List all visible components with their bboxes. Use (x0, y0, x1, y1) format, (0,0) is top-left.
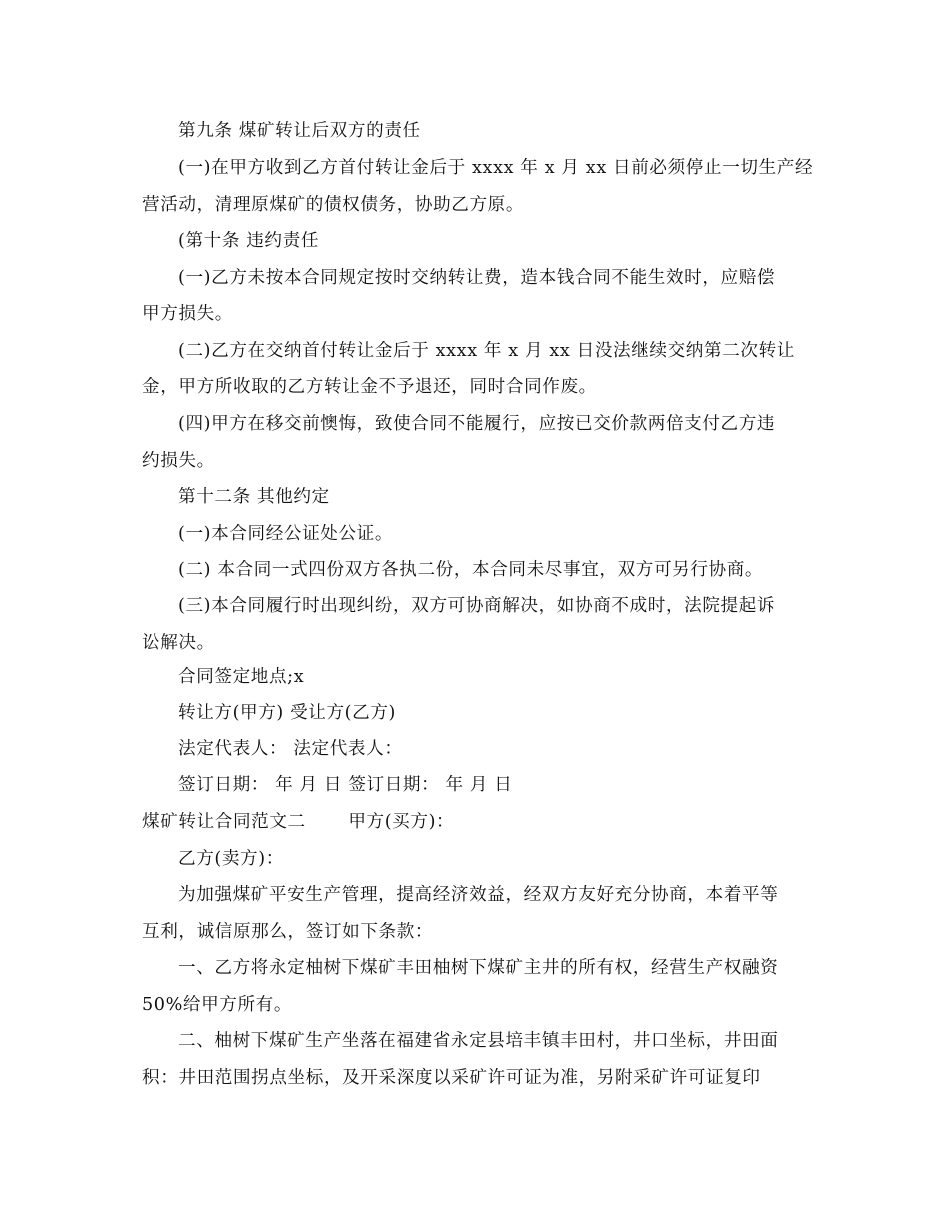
paragraph-line: 营活动，清理原煤矿的债权债务，协助乙方原。 (142, 195, 525, 215)
template-two-heading: 煤矿转让合同范文二 甲方(买方)： (142, 812, 455, 832)
paragraph-line: (一)在甲方收到乙方首付转让金后于 xxxx 年 x 月 xx 日前必须停止一切生产经 (178, 158, 814, 178)
paragraph-line: (三)本合同履行时出现纠纷，双方可协商解决，如协商不成时，法院提起诉 (178, 596, 776, 616)
paragraph-line: (一)乙方未按本合同规定按时交纳转让费，造本钱合同不能生效时，应赔偿 (178, 268, 776, 288)
paragraph-line: 甲方损失。 (142, 304, 233, 324)
article-9-heading: 第九条 煤矿转让后双方的责任 (178, 121, 421, 141)
paragraph-line: (二)乙方在交纳首付转让金后于 xxxx 年 x 月 xx 日没法继续交纳第二次转让 (178, 341, 795, 361)
representatives-line: 法定代表人： 法定代表人： (178, 739, 403, 759)
paragraph-line: 讼解决。 (142, 633, 215, 653)
paragraph-line: 50%给甲方所有。 (142, 995, 293, 1015)
paragraph-line: 积：井田范围拐点坐标，及开采深度以采矿许可证为准，另附采矿许可证复印 (142, 1068, 761, 1088)
paragraph-line: (二) 本合同一式四份双方各执二份，本合同未尽事宜，双方可另行协商。 (178, 560, 764, 580)
signing-place: 合同签定地点;x (178, 667, 305, 687)
paragraph-line: 金，甲方所收取的乙方转让金不予退还，同时合同作废。 (142, 377, 597, 397)
paragraph-line: 互利，诚信原那么，签订如下条款： (142, 922, 434, 942)
article-10-heading: (第十条 违约责任 (178, 231, 320, 251)
article-12-heading: 第十二条 其他约定 (178, 487, 330, 507)
paragraph-line: (四)甲方在移交前懊悔，致使合同不能履行，应按已交价款两倍支付乙方违 (178, 414, 776, 434)
paragraph-line: 一、乙方将永定柚树下煤矿丰田柚树下煤矿主井的所有权，经营生产权融资 (178, 958, 779, 978)
parties-line: 转让方(甲方) 受让方(乙方) (178, 703, 396, 723)
paragraph-line: 二、柚树下煤矿生产坐落在福建省永定县培丰镇丰田村，井口坐标，井田面 (178, 1031, 779, 1051)
paragraph-line: 为加强煤矿平安生产管理，提高经济效益，经双方友好充分协商，本着平等 (178, 885, 779, 905)
paragraph-line: 约损失。 (142, 451, 215, 471)
paragraph-line: (一)本合同经公证处公证。 (178, 524, 394, 544)
signing-dates-line: 签订日期： 年 月 日 签订日期： 年 月 日 (178, 775, 513, 795)
party-b-line: 乙方(卖方)： (178, 849, 284, 869)
